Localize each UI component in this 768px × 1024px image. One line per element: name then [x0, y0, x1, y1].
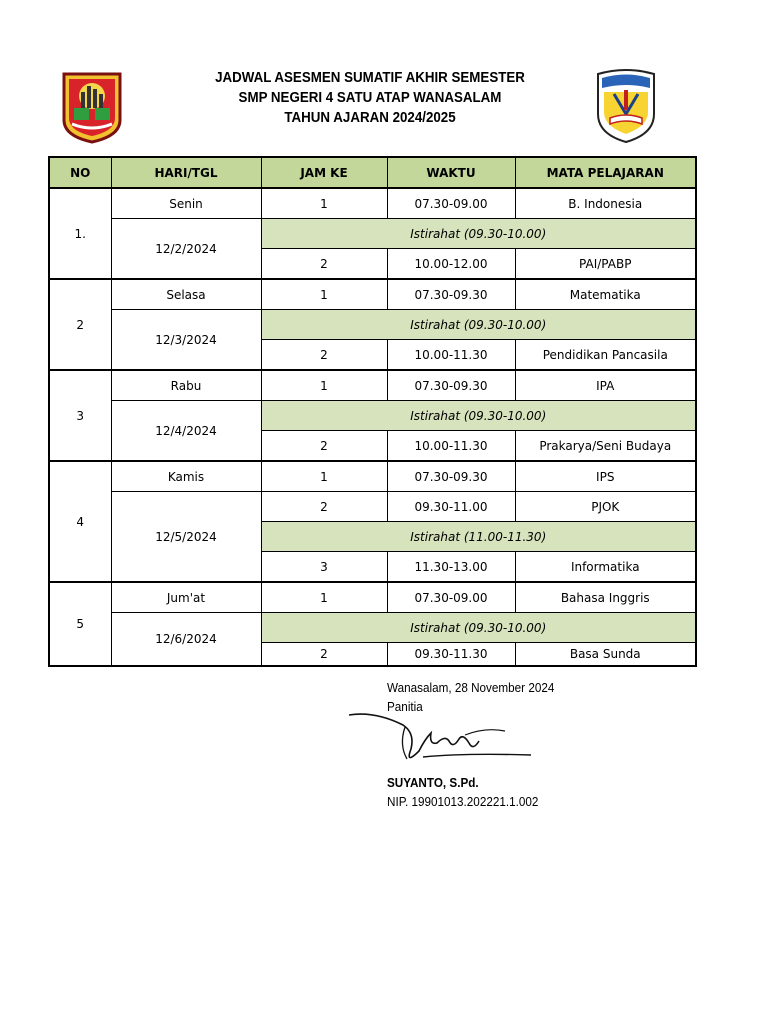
col-header-hari: HARI/TGL: [111, 157, 261, 188]
cell-waktu: 09.30-11.30: [387, 643, 515, 667]
cell-waktu: 09.30-11.00: [387, 492, 515, 522]
cell-no: 2: [49, 279, 111, 370]
cell-mapel: Bahasa Inggris: [515, 582, 696, 613]
cell-mapel: IPA: [515, 370, 696, 401]
cell-mapel: PJOK: [515, 492, 696, 522]
cell-mapel: IPS: [515, 461, 696, 492]
cell-break: Istirahat (09.30-10.00): [261, 613, 696, 643]
table-row: [49, 492, 696, 522]
title-line-3: TAHUN AJARAN 2024/2025: [284, 110, 456, 126]
regency-emblem-icon: [60, 70, 124, 144]
cell-date: 12/4/2024: [111, 401, 261, 462]
cell-jam: 2: [261, 492, 387, 522]
cell-mapel: PAI/PABP: [515, 249, 696, 280]
col-header-mapel: MATA PELAJARAN: [515, 157, 696, 188]
table-header-row: [49, 157, 696, 188]
cell-date: 12/3/2024: [111, 310, 261, 371]
cell-no: 5: [49, 582, 111, 666]
document-title: [168, 68, 573, 128]
cell-waktu: 07.30-09.30: [387, 370, 515, 401]
cell-jam: 1: [261, 188, 387, 219]
schedule-table: [48, 156, 697, 667]
table-row: [49, 188, 696, 219]
cell-waktu: 07.30-09.00: [387, 188, 515, 219]
cell-day: Senin: [111, 188, 261, 219]
cell-date: 12/6/2024: [111, 613, 261, 667]
cell-waktu: 07.30-09.00: [387, 582, 515, 613]
cell-no: 4: [49, 461, 111, 582]
cell-day: Jum'at: [111, 582, 261, 613]
cell-break: Istirahat (09.30-10.00): [261, 401, 696, 431]
cell-jam: 2: [261, 431, 387, 462]
col-header-waktu: WAKTU: [387, 157, 515, 188]
cell-waktu: 07.30-09.30: [387, 279, 515, 310]
signatory-name: SUYANTO, S.Pd.: [387, 775, 479, 790]
cell-waktu: 10.00-11.30: [387, 340, 515, 371]
cell-jam: 2: [261, 340, 387, 371]
table-row: [49, 401, 696, 431]
cell-mapel: Matematika: [515, 279, 696, 310]
cell-mapel: Prakarya/Seni Budaya: [515, 431, 696, 462]
signature-place-date: Wanasalam, 28 November 2024: [387, 680, 555, 695]
cell-day: Kamis: [111, 461, 261, 492]
cell-jam: 1: [261, 279, 387, 310]
cell-date: 12/5/2024: [111, 492, 261, 583]
table-row: [49, 310, 696, 340]
cell-jam: 1: [261, 370, 387, 401]
cell-break: Istirahat (11.00-11.30): [261, 522, 696, 552]
cell-waktu: 11.30-13.00: [387, 552, 515, 583]
signatory-nip: NIP. 19901013.202221.1.002: [387, 794, 539, 809]
title-line-2: SMP NEGERI 4 SATU ATAP WANASALAM: [238, 90, 502, 106]
cell-waktu: 07.30-09.30: [387, 461, 515, 492]
cell-day: Rabu: [111, 370, 261, 401]
cell-mapel: Pendidikan Pancasila: [515, 340, 696, 371]
cell-jam: 2: [261, 643, 387, 667]
cell-mapel: Basa Sunda: [515, 643, 696, 667]
cell-no: 3: [49, 370, 111, 461]
table-row: [49, 370, 696, 401]
col-header-jam: JAM KE: [261, 157, 387, 188]
cell-break: Istirahat (09.30-10.00): [261, 219, 696, 249]
cell-waktu: 10.00-11.30: [387, 431, 515, 462]
cell-mapel: Informatika: [515, 552, 696, 583]
table-row: [49, 219, 696, 249]
table-row: [49, 582, 696, 613]
col-header-no: NO: [49, 157, 111, 188]
cell-jam: 1: [261, 461, 387, 492]
cell-mapel: B. Indonesia: [515, 188, 696, 219]
table-row: [49, 461, 696, 492]
school-emblem-icon: [594, 68, 658, 144]
title-line-1: JADWAL ASESMEN SUMATIF AKHIR SEMESTER: [215, 70, 525, 86]
handwritten-signature: [345, 705, 535, 775]
cell-date: 12/2/2024: [111, 219, 261, 280]
cell-no: 1.: [49, 188, 111, 279]
table-row: [49, 279, 696, 310]
signature-role: Panitia: [387, 699, 423, 714]
cell-jam: 1: [261, 582, 387, 613]
cell-break: Istirahat (09.30-10.00): [261, 310, 696, 340]
cell-waktu: 10.00-12.00: [387, 249, 515, 280]
table-row: [49, 613, 696, 643]
cell-jam: 2: [261, 249, 387, 280]
cell-day: Selasa: [111, 279, 261, 310]
cell-jam: 3: [261, 552, 387, 583]
